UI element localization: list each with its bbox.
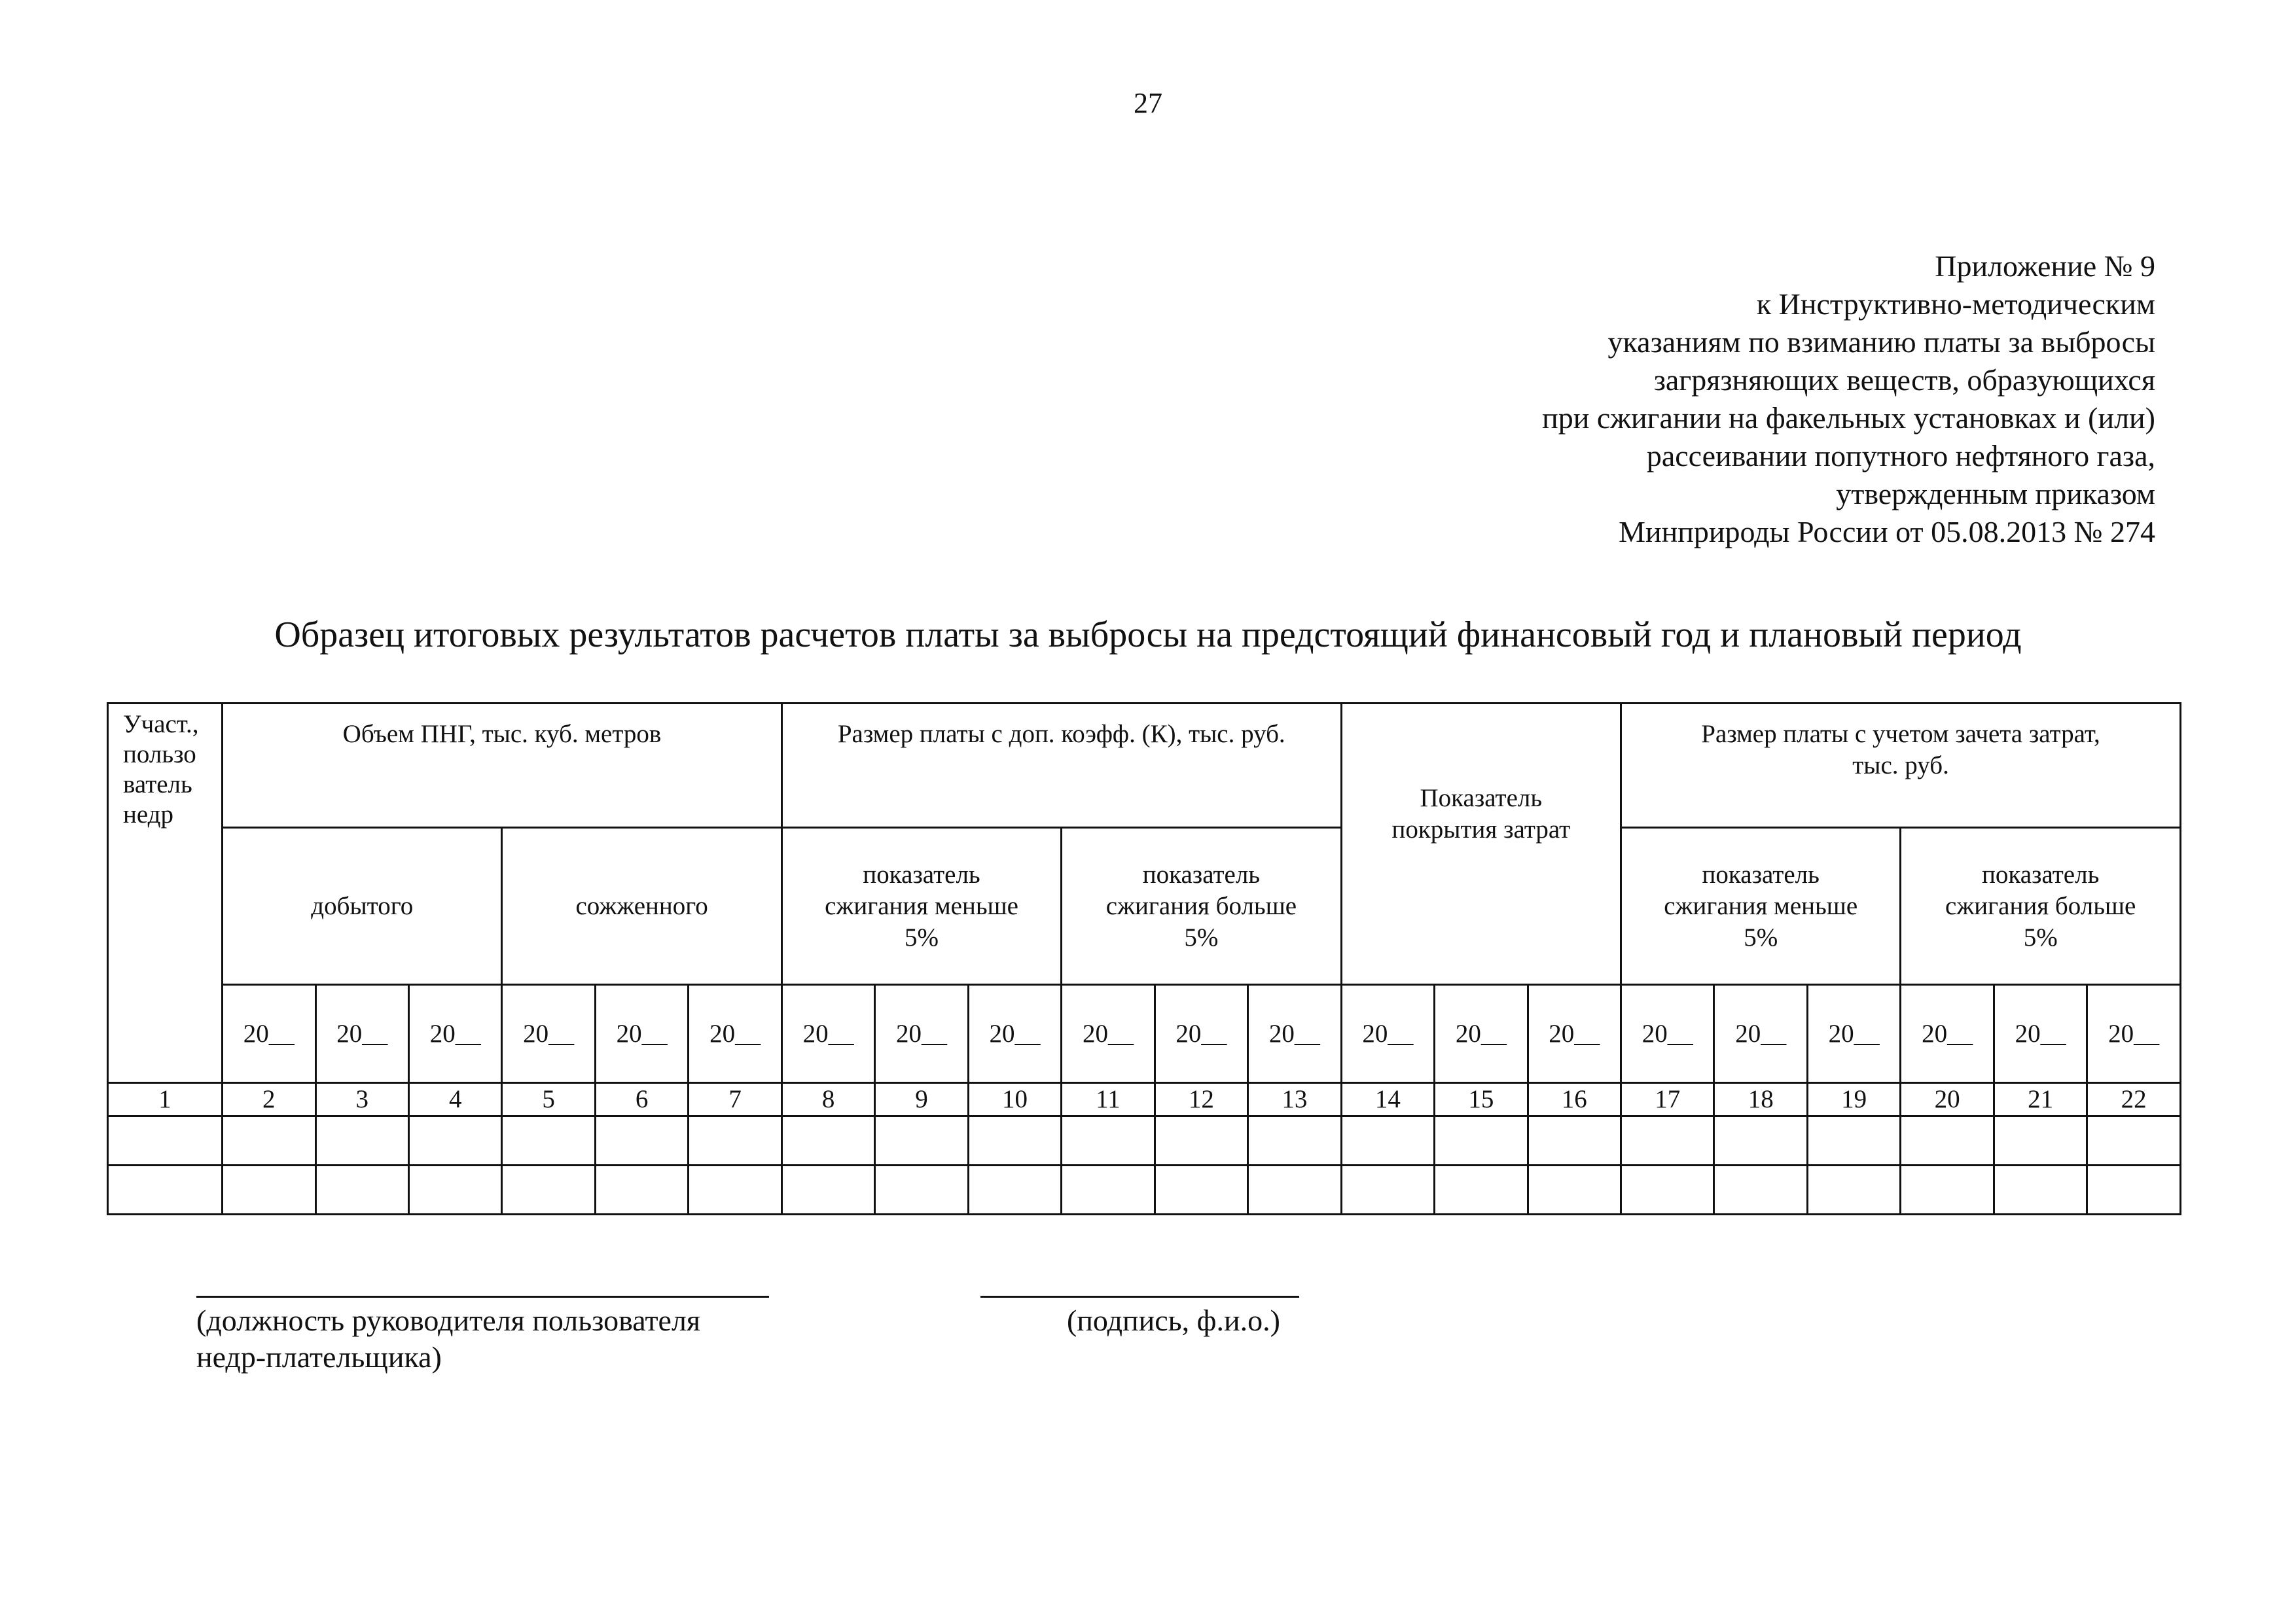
column-number: 18 [1714,1083,1807,1116]
column-number: 22 [2087,1083,2181,1116]
appendix-line: утвержденным приказом [1836,477,2155,510]
column-number: 8 [781,1083,874,1116]
column-number: 1 [108,1083,223,1116]
column-number: 14 [1341,1083,1434,1116]
table-cell [108,1166,223,1215]
column-number: 5 [502,1083,595,1116]
subsoil-user-header: Участ., пользо ватель недр [108,704,223,1083]
position-caption: (должность руководителя пользователя недр-плательщика) [196,1304,701,1374]
column-number: 11 [1062,1083,1155,1116]
payment-results-table [107,702,2181,1215]
appendix-line: Минприроды России от 05.08.2013 № 274 [1619,515,2155,548]
year-cell: 20__ [1528,985,1621,1083]
year-cell: 20__ [875,985,968,1083]
year-cell: 20__ [595,985,688,1083]
table-cell [1994,1166,2087,1215]
column-number: 16 [1528,1083,1621,1116]
table-row [108,1116,2181,1166]
table-cell [1807,1166,1900,1215]
table-cell [1621,1166,1714,1215]
table-cell [1901,1166,1994,1215]
table-cell [1062,1116,1155,1166]
table-cell [595,1116,688,1166]
table-cell [1248,1116,1342,1166]
year-cell: 20__ [1621,985,1714,1083]
table-cell [1341,1116,1434,1166]
column-number: 3 [315,1083,408,1116]
table-cell [223,1116,315,1166]
table-cell [689,1166,782,1215]
column-number: 9 [875,1083,968,1116]
year-cell: 20__ [1807,985,1900,1083]
year-cell: 20__ [2087,985,2181,1083]
table-cell [1994,1116,2087,1166]
year-cell: 20__ [968,985,1061,1083]
payment-k-group-header: Размер платы с доп. коэфф. (К), тыс. руб. [781,704,1341,828]
table-cell [1621,1116,1714,1166]
year-cell: 20__ [689,985,782,1083]
column-number: 4 [408,1083,501,1116]
column-number: 21 [1994,1083,2087,1116]
table-cell [968,1166,1061,1215]
year-cell: 20__ [223,985,315,1083]
table-cell [315,1166,408,1215]
volume-group-header: Объем ПНГ, тыс. куб. метров [223,704,782,828]
appendix-line: Приложение № 9 [1935,249,2155,283]
table-cell [781,1116,874,1166]
year-cell: 20__ [1155,985,1247,1083]
page-number: 27 [1134,87,1162,119]
appendix-header [1542,247,2155,551]
year-cell: 20__ [1341,985,1434,1083]
year-cell: 20__ [1714,985,1807,1083]
table-cell [2087,1166,2181,1215]
table-cell [1714,1116,1807,1166]
burned-subheader: сожженного [502,828,781,985]
column-number: 19 [1807,1083,1900,1116]
appendix-line: загрязняющих веществ, образующихся [1653,363,2155,397]
appendix-line: при сжигании на факельных установках и (или) [1542,401,2155,435]
table-cell [1341,1166,1434,1215]
extracted-subheader: добытого [223,828,502,985]
year-cell: 20__ [502,985,595,1083]
column-number: 7 [689,1083,782,1116]
table-cell [408,1166,501,1215]
table-cell [223,1166,315,1215]
year-cell: 20__ [1435,985,1528,1083]
signature-line [980,1296,1299,1298]
table-cell [1528,1166,1621,1215]
column-number: 17 [1621,1083,1714,1116]
table-cell [689,1116,782,1166]
appendix-line: указаниям по взиманию платы за выбросы [1607,325,2155,359]
table-cell [968,1116,1061,1166]
year-cell: 20__ [408,985,501,1083]
year-cell: 20__ [1062,985,1155,1083]
table-row [108,1166,2181,1215]
table-cell [1435,1116,1528,1166]
appendix-line: к Инструктивно-методическим [1756,287,2155,321]
table-cell [502,1166,595,1215]
document-title: Образец итоговых результатов расчетов платы за выбросы на предстоящий финансовый год и плановый период [274,615,2022,655]
position-signature-line [196,1296,769,1298]
table-cell [108,1116,223,1166]
table-cell [1062,1166,1155,1215]
table-cell [502,1116,595,1166]
column-number: 20 [1901,1083,1994,1116]
table-cell [875,1116,968,1166]
table-cell [781,1166,874,1215]
table-cell [1155,1116,1247,1166]
table-cell [875,1166,968,1215]
table-cell [1155,1166,1247,1215]
table-cell [595,1166,688,1215]
table-cell [1248,1166,1342,1215]
year-cell: 20__ [781,985,874,1083]
less-5-subheader: показатель сжигания меньше 5% [781,828,1061,985]
year-cell: 20__ [1901,985,1994,1083]
table-cell [1528,1116,1621,1166]
table-cell [1807,1116,1900,1166]
year-cell: 20__ [315,985,408,1083]
column-number: 15 [1435,1083,1528,1116]
table-cell [2087,1116,2181,1166]
year-row [108,985,2181,1083]
signature-caption: (подпись, ф.и.о.) [1067,1304,1280,1337]
column-number: 12 [1155,1083,1247,1116]
column-number-row [108,1083,2181,1116]
offset-less-5-subheader: показатель сжигания меньше 5% [1621,828,1901,985]
table-cell [408,1116,501,1166]
appendix-line: рассеивании попутного нефтяного газа, [1646,439,2155,473]
coverage-header: Показатель покрытия затрат [1341,704,1621,985]
column-number: 6 [595,1083,688,1116]
column-number: 2 [223,1083,315,1116]
year-cell: 20__ [1994,985,2087,1083]
table-cell [1901,1116,1994,1166]
table-cell [315,1116,408,1166]
table-cell [1714,1166,1807,1215]
payment-offset-group-header: Размер платы с учетом зачета затрат, тыс. руб. [1621,704,2181,828]
column-number: 10 [968,1083,1061,1116]
more-5-subheader: показатель сжигания больше 5% [1062,828,1341,985]
year-cell: 20__ [1248,985,1342,1083]
table-cell [1435,1166,1528,1215]
offset-more-5-subheader: показатель сжигания больше 5% [1901,828,2181,985]
column-number: 13 [1248,1083,1342,1116]
